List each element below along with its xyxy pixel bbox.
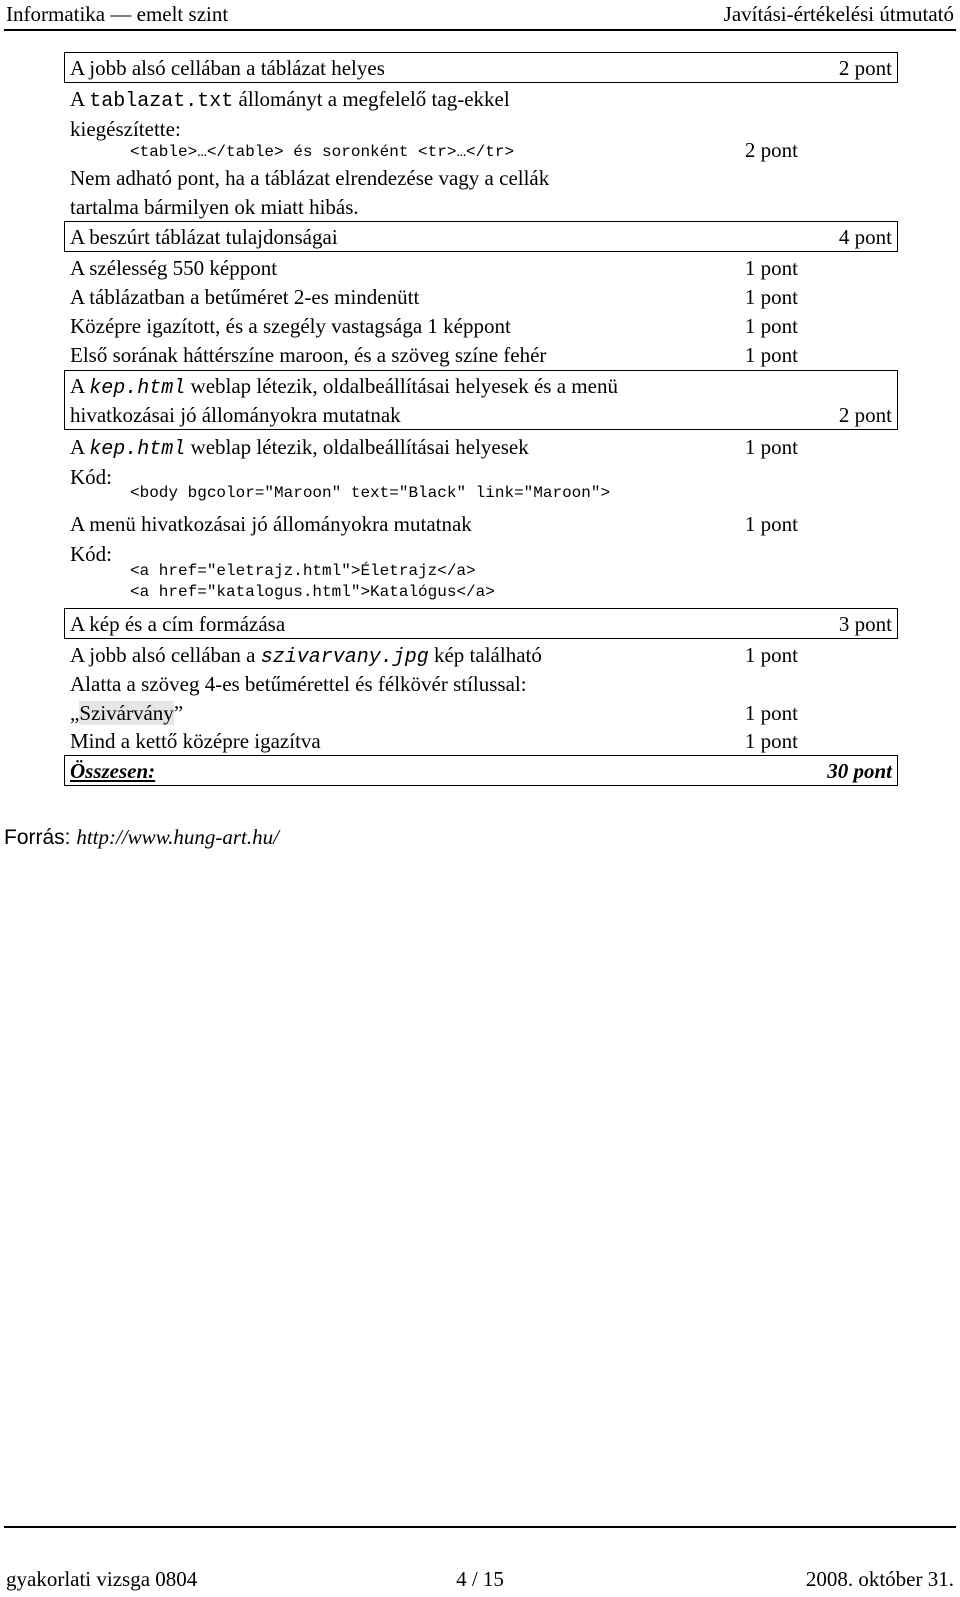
- section-3-points: 2 pont: [838, 403, 892, 427]
- section-1-title: A jobb alsó cellában a táblázat helyes: [70, 56, 385, 80]
- section-3-kod-2-code-1: <a href="eletrajz.html">Életrajz</a>: [130, 562, 476, 580]
- total-points: 30 pont: [827, 759, 892, 783]
- item-1-post: kép található: [428, 643, 542, 667]
- total-box: [64, 755, 898, 786]
- section-1-line-a: [70, 87, 510, 114]
- section-1-code-points: 2 pont: [744, 138, 798, 162]
- section-1-code: <table>…</table> és soronként <tr>…</tr>: [130, 143, 515, 161]
- header-subject: Informatika — emelt szint: [6, 2, 229, 26]
- section-4-item-3: [70, 701, 183, 725]
- section-2-item-3-points: 1 pont: [744, 314, 798, 338]
- title-post: weblap létezik, oldalbeállításai helyesek és a menü: [185, 374, 618, 398]
- section-2-item-3: Középre igazított, és a szegély vastagsága 1 képpont: [70, 314, 511, 338]
- section-1-line-d: tartalma bármilyen ok miatt hibás.: [70, 195, 359, 219]
- quote-close: ”: [173, 701, 184, 725]
- total-label: Összesen:: [70, 759, 156, 783]
- footer-rule: [4, 1526, 956, 1528]
- section-3-kod-2-code-2: <a href="katalogus.html">Katalógus</a>: [130, 583, 495, 601]
- section-2-item-1: A szélesség 550 képpont: [70, 256, 278, 280]
- item-1-pre: A: [70, 435, 90, 459]
- source-label: Forrás:: [4, 826, 77, 849]
- section-4-item-1-points: 1 pont: [744, 643, 798, 667]
- section-3-kod-1-code: <body bgcolor="Maroon" text="Black" link="Maroon">: [130, 484, 611, 502]
- section-4-item-4: Mind a kettő középre igazítva: [70, 729, 321, 753]
- footer-exam: gyakorlati vizsga 0804: [6, 1567, 198, 1591]
- section-3-item-1-points: 1 pont: [744, 435, 798, 459]
- section-2-item-4: Első sorának háttérszíne maroon, és a szöveg színe fehér: [70, 343, 547, 367]
- section-3-kod-1-label: Kód:: [70, 465, 112, 489]
- quote-open: „: [70, 701, 80, 725]
- section-1-line-c: Nem adható pont, ha a táblázat elrendezése vagy a cellák: [70, 166, 550, 190]
- section-2-item-2-points: 1 pont: [744, 285, 798, 309]
- section-2-item-1-points: 1 pont: [744, 256, 798, 280]
- section-2-item-4-points: 1 pont: [744, 343, 798, 367]
- section-3-item-2-points: 1 pont: [744, 512, 798, 536]
- section-3-kod-2-label: Kód:: [70, 542, 112, 566]
- header-rule: [4, 29, 956, 31]
- section-4-item-1: [70, 643, 542, 670]
- section-2-item-2: A táblázatban a betűméret 2-es mindenütt: [70, 285, 420, 309]
- section-2-title: A beszúrt táblázat tulajdonságai: [70, 225, 338, 249]
- section-2-points: 4 pont: [838, 225, 892, 249]
- file-name-tablazat: tablazat.txt: [89, 90, 234, 113]
- section-4-item-3-points: 1 pont: [744, 701, 798, 725]
- footer-page-number: 4 / 15: [456, 1567, 504, 1591]
- file-name-szivarvany: szivarvany.jpg: [260, 646, 429, 669]
- item-1-post: weblap létezik, oldalbeállításai helyesek: [185, 435, 529, 459]
- section-3-title-line-1: [70, 374, 618, 401]
- section-3-item-1: [70, 435, 529, 462]
- section-3-title-line-2: hivatkozásai jó állományokra mutatnak: [70, 403, 401, 427]
- line-a-pre: A: [70, 87, 90, 111]
- section-1-line-b: kiegészítette:: [70, 117, 181, 141]
- title-pre: A: [70, 374, 90, 398]
- section-4-title: A kép és a cím formázása: [70, 612, 286, 636]
- line-a-post: állományt a megfelelő tag-ekkel: [233, 87, 510, 111]
- section-3-item-2: A menü hivatkozásai jó állományokra mutatnak: [70, 512, 472, 536]
- file-name-kep-2: kep.html: [89, 438, 186, 461]
- section-4-points: 3 pont: [838, 612, 892, 636]
- header-doc-title: Javítási-értékelési útmutató: [723, 2, 954, 26]
- section-1-points: 2 pont: [838, 56, 892, 80]
- highlighted-word: Szivárvány: [79, 701, 174, 725]
- source-line: [4, 825, 279, 850]
- footer-date: 2008. október 31.: [805, 1567, 954, 1591]
- item-1-pre: A jobb alsó cellában a: [70, 643, 261, 667]
- source-url[interactable]: http://www.hung-art.hu/: [76, 825, 279, 849]
- section-4-item-4-points: 1 pont: [744, 729, 798, 753]
- section-4-item-2: Alatta a szöveg 4-es betűmérettel és félkövér stílussal:: [70, 672, 527, 696]
- file-name-kep: kep.html: [89, 377, 186, 400]
